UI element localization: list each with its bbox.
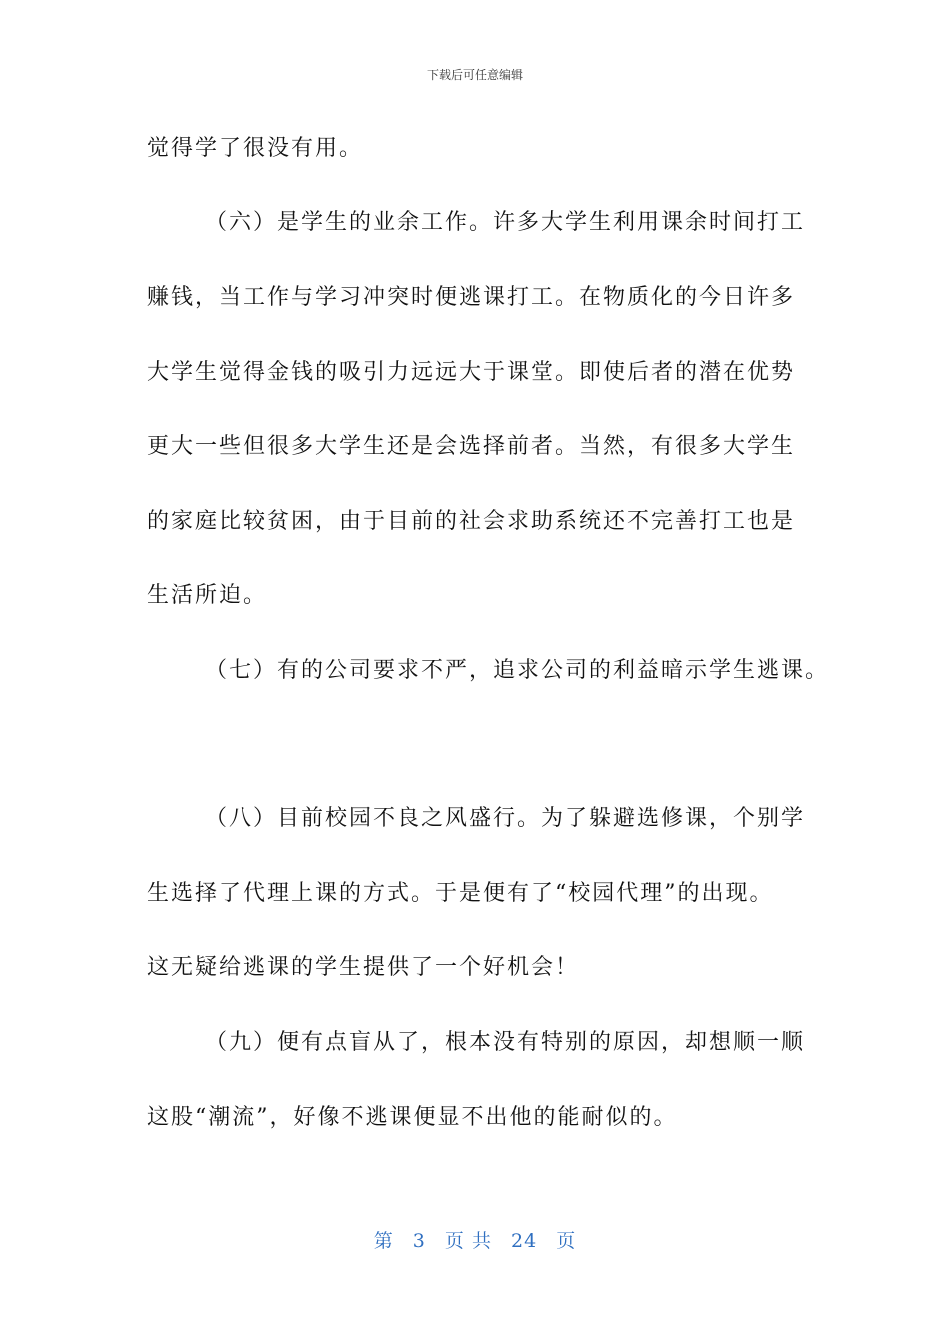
text-line: （六）是学生的业余工作。许多大学生利用课余时间打工 [205, 210, 806, 235]
text-line: 这无疑给逃课的学生提供了一个好机会！ [147, 955, 580, 980]
page-mid: 页 共 [444, 1230, 492, 1252]
page-number: 3 [412, 1230, 426, 1252]
page-total: 24 [511, 1230, 538, 1252]
text-line: 大学生觉得金钱的吸引力远远大于课堂。即使后者的潜在优势 [147, 360, 796, 385]
text-line: 的家庭比较贫困，由于目前的社会求助系统还不完善打工也是 [147, 509, 796, 534]
text-line: （七）有的公司要求不严，追求公司的利益暗示学生逃课。 [205, 658, 830, 683]
text-line: 赚钱，当工作与学习冲突时便逃课打工。在物质化的今日许多 [147, 285, 796, 310]
header-note: 下载后可任意编辑 [426, 68, 523, 82]
text-line: 更大一些但很多大学生还是会选择前者。当然，有很多大学生 [147, 434, 796, 459]
text-line: （八）目前校园不良之风盛行。为了躲避选修课，个别学 [205, 806, 806, 831]
page-footer [0, 1226, 950, 1253]
text-line: 这股“潮流”，好像不逃课便显不出他的能耐似的。 [147, 1105, 678, 1130]
page-suffix: 页 [556, 1230, 577, 1252]
page-prefix: 第 [373, 1230, 394, 1252]
text-line: 生活所迫。 [147, 583, 268, 608]
text-line: （九）便有点盲从了，根本没有特别的原因，却想顺一顺 [205, 1030, 806, 1055]
text-line: 生选择了代理上课的方式。于是便有了“校园代理”的出现。 [147, 881, 774, 906]
text-line: 觉得学了很没有用。 [147, 136, 364, 161]
